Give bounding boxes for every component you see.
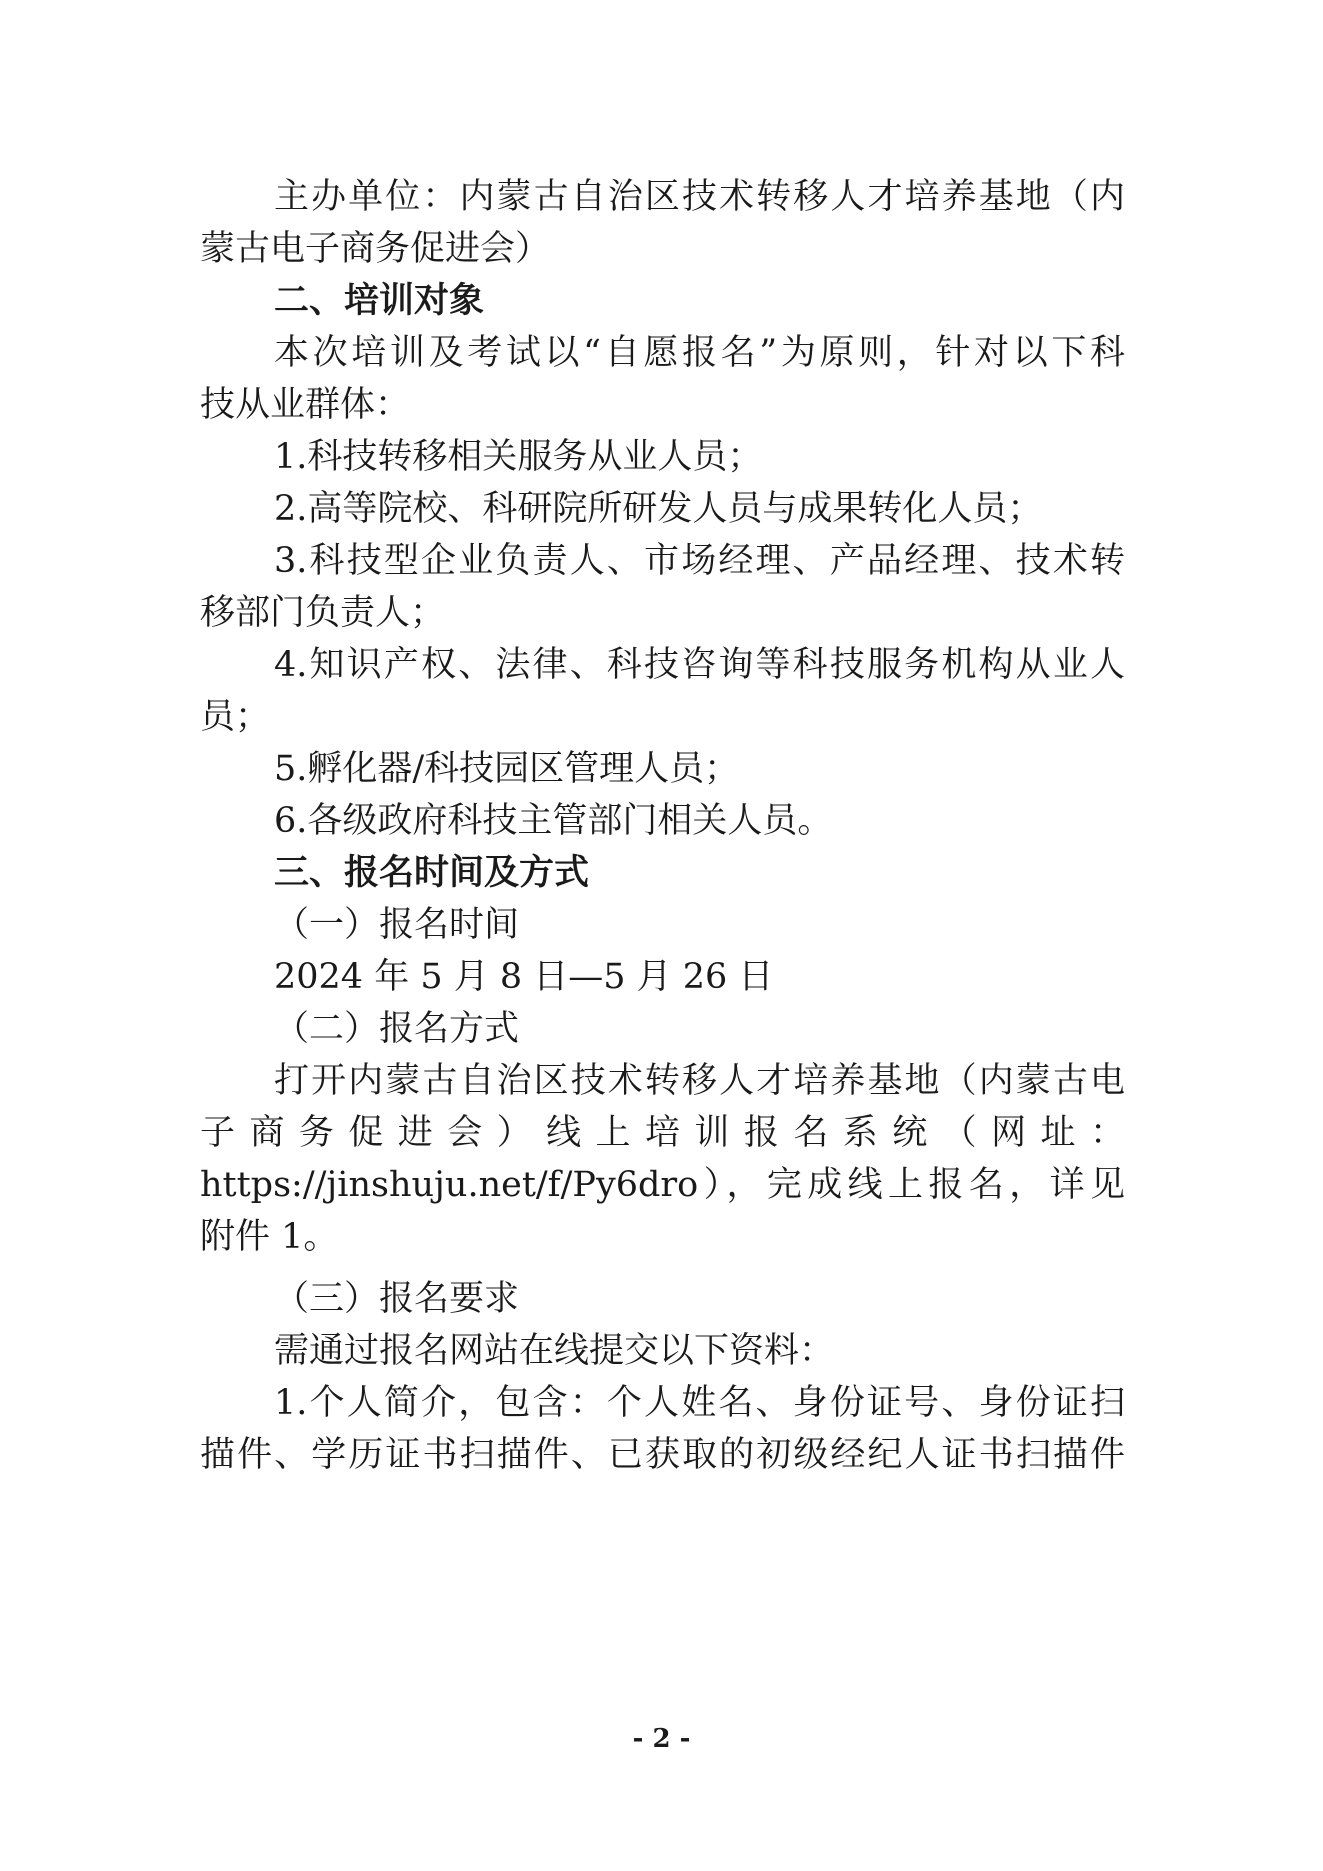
requirement-item-1-line-1: 1.个人简介，包含：个人姓名、身份证号、身份证扫 xyxy=(274,1383,1125,1423)
method-line-4: 附件 1。 xyxy=(200,1217,339,1257)
requirements-intro: 需通过报名网站在线提交以下资料： xyxy=(274,1331,835,1371)
target-item-5: 5.孵化器/科技园区管理人员； xyxy=(274,749,740,789)
target-item-6: 6.各级政府科技主管部门相关人员。 xyxy=(274,801,833,841)
subheading-registration-requirements: （三）报名要求 xyxy=(274,1279,520,1319)
method-line-1: 打开内蒙古自治区技术转移人才培养基地（内蒙古电 xyxy=(274,1061,1125,1101)
method-line-2: 子商务促进会）线上培训报名系统（网址： xyxy=(200,1113,1125,1153)
target-intro-line-1: 本次培训及考试以“自愿报名”为原则，针对以下科 xyxy=(274,333,1125,373)
target-intro-line-2: 技从业群体： xyxy=(200,385,411,425)
section-heading-registration: 三、报名时间及方式 xyxy=(274,853,590,893)
subheading-registration-time: （一）报名时间 xyxy=(274,905,520,945)
target-item-4-line-1: 4.知识产权、法律、科技咨询等科技服务机构从业人 xyxy=(274,645,1125,685)
target-item-3-line-1: 3.科技型企业负责人、市场经理、产品经理、技术转 xyxy=(274,541,1125,581)
organizer-line-1: 主办单位：内蒙古自治区技术转移人才培养基地（内 xyxy=(274,177,1125,217)
organizer-line-2: 蒙古电子商务促进会） xyxy=(200,229,551,269)
registration-dates: 2024 年 5 月 8 日—5 月 26 日 xyxy=(274,957,774,997)
target-item-3-line-2: 移部门负责人； xyxy=(200,593,446,633)
page-number: - 2 - xyxy=(632,1724,691,1754)
target-item-4-line-2: 员； xyxy=(200,697,271,737)
target-item-1: 1.科技转移相关服务从业人员； xyxy=(274,437,763,477)
method-line-3-url: https://jinshuju.net/f/Py6dro），完成线上报名，详见 xyxy=(200,1165,1125,1205)
target-item-2: 2.高等院校、科研院所研发人员与成果转化人员； xyxy=(274,489,1043,529)
subheading-registration-method: （二）报名方式 xyxy=(274,1009,520,1049)
section-heading-training-target: 二、培训对象 xyxy=(274,281,485,321)
requirement-item-1-line-2: 描件、学历证书扫描件、已获取的初级经纪人证书扫描件 xyxy=(200,1435,1125,1475)
